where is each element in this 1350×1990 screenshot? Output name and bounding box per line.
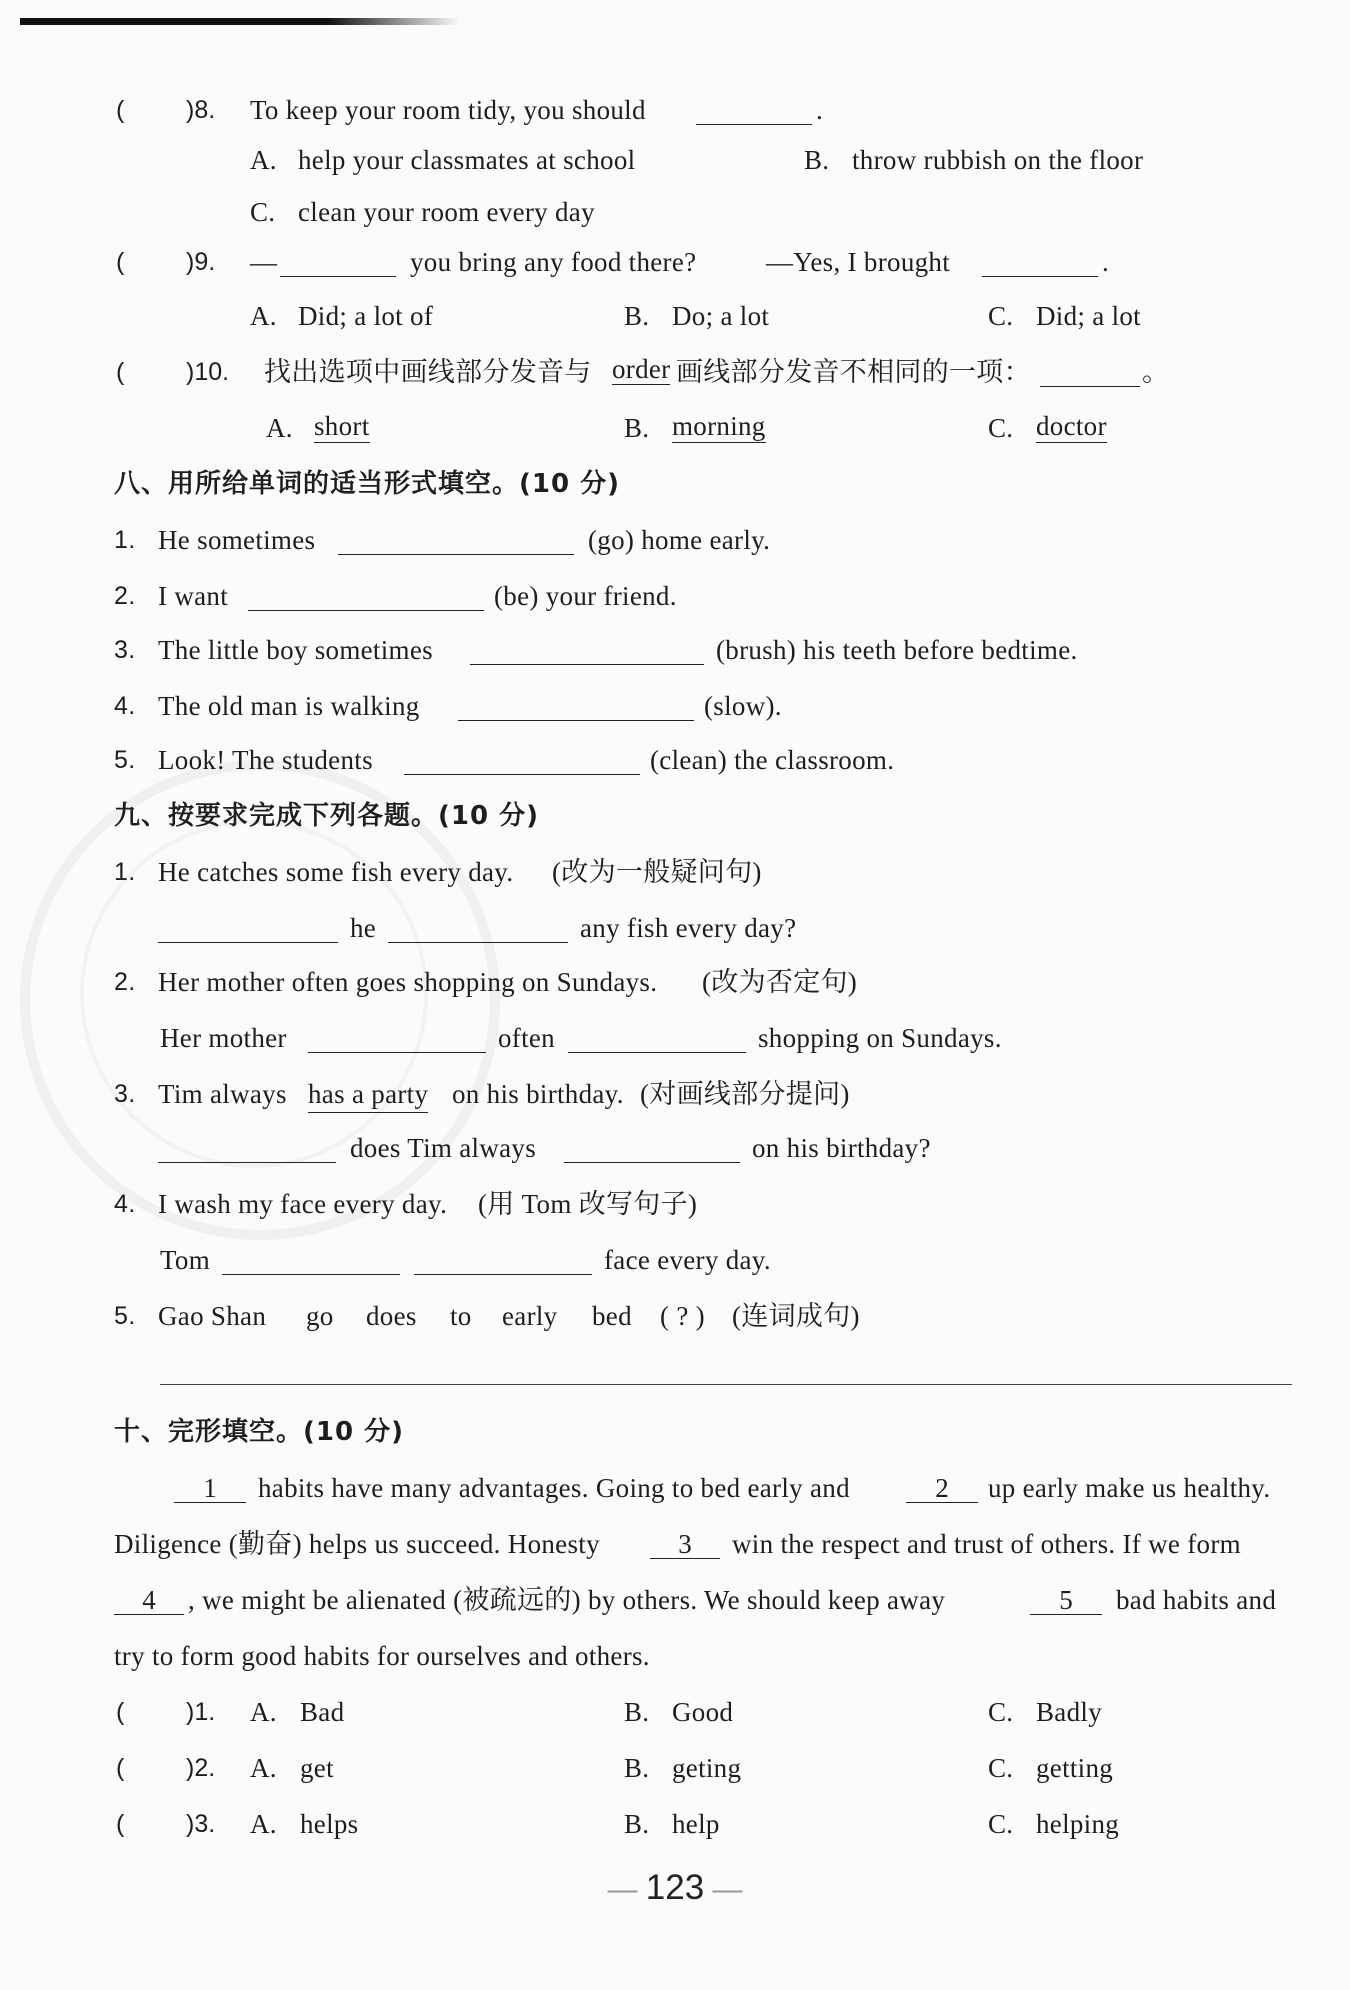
question-10 — [0, 346, 1350, 402]
answer-paren-open: ( — [116, 358, 125, 386]
scrambled-word: ( ? ) — [660, 1301, 705, 1331]
passage-text: up early make us healthy. — [988, 1473, 1271, 1503]
options-row — [0, 402, 1350, 458]
item-text-end: (brush) his teeth before bedtime. — [716, 635, 1078, 665]
section-8-header — [0, 458, 1350, 514]
task-5 — [0, 1290, 1350, 1346]
option-a: short — [314, 411, 370, 441]
task-requirement: (连词成句) — [732, 1301, 860, 1331]
item-number: 5. — [114, 746, 136, 774]
option-c: Badly — [1036, 1697, 1102, 1727]
section-9-header — [0, 790, 1350, 846]
passage-line — [0, 1630, 1350, 1686]
answer-blank[interactable] — [158, 912, 338, 943]
answer-blank[interactable] — [470, 634, 704, 665]
answer-blank[interactable] — [1040, 356, 1140, 387]
answer-paren-open: ( — [116, 96, 125, 124]
task-3-answer — [0, 1122, 1350, 1178]
option-letter-c: C. — [988, 1753, 1014, 1783]
option-b: Good — [672, 1697, 734, 1727]
scrambled-word: go — [306, 1301, 334, 1331]
option-letter-b: B. — [624, 1753, 650, 1783]
section-title: 九、按要求完成下列各题。(10 分) — [114, 801, 539, 831]
task-sentence-end: on his birthday. — [452, 1079, 624, 1109]
page-number-dash-left: — — [607, 1873, 646, 1906]
task-1 — [0, 846, 1350, 902]
item-text-end: (go) home early. — [588, 525, 771, 555]
item-text-end: (slow). — [704, 691, 782, 721]
page-number-value: 123 — [645, 1868, 705, 1907]
answer-blank[interactable] — [564, 1132, 740, 1163]
task-3 — [0, 1068, 1350, 1124]
passage-text: win the respect and trust of others. If we form — [732, 1529, 1241, 1559]
answer-blank[interactable] — [280, 246, 396, 277]
task-4 — [0, 1178, 1350, 1234]
option-letter-a: A. — [250, 1809, 277, 1839]
question-stem: To keep your room tidy, you should — [250, 95, 646, 125]
answer-word: often — [498, 1023, 555, 1053]
period: 。 — [1142, 357, 1170, 387]
option-b: throw rubbish on the floor — [852, 145, 1144, 175]
item-text: He sometimes — [158, 525, 316, 555]
answer-paren-open: ( — [116, 1810, 125, 1838]
option-letter-a: A. — [250, 1753, 277, 1783]
item-text: The little boy sometimes — [158, 635, 433, 665]
option-letter-a: A. — [266, 413, 293, 443]
page-number — [0, 1868, 1350, 1908]
item-number: 2. — [114, 968, 136, 996]
option-letter-b: B. — [624, 1697, 650, 1727]
fill-item — [0, 570, 1350, 626]
option-letter-a: A. — [250, 145, 277, 175]
passage-text: habits have many advantages. Going to bed early and — [258, 1473, 850, 1503]
question-stem-end: 画线部分发音不相同的一项： — [676, 357, 1031, 387]
option-letter-c: C. — [988, 301, 1014, 331]
question-number: )10. — [186, 358, 230, 386]
section-title: 八、用所给单词的适当形式填空。(10 分) — [114, 469, 620, 499]
cloze-blank-2[interactable]: 2 — [906, 1470, 978, 1503]
task-1-answer — [0, 902, 1350, 958]
option-c: getting — [1036, 1753, 1114, 1783]
fill-item — [0, 514, 1350, 570]
task-4-answer — [0, 1234, 1350, 1290]
question-number: )2. — [186, 1754, 216, 1782]
item-text: I want — [158, 581, 229, 611]
task-sentence: Tim always — [158, 1079, 287, 1109]
answer-blank[interactable] — [388, 912, 568, 943]
scrambled-word: does — [366, 1301, 417, 1331]
underlined-word: order — [612, 354, 671, 384]
task-sentence: Her mother often goes shopping on Sundays. — [158, 967, 658, 997]
cloze-option-row — [0, 1742, 1350, 1798]
question-stem: 找出选项中画线部分发音与 — [264, 357, 592, 387]
question-number: )3. — [186, 1810, 216, 1838]
option-c: Did; a lot — [1036, 301, 1141, 331]
option-letter-c: C. — [988, 413, 1014, 443]
question-number: )1. — [186, 1698, 216, 1726]
top-rule — [20, 18, 460, 25]
answer-blank[interactable] — [982, 246, 1098, 277]
answer-word: he — [350, 913, 377, 943]
item-text: Look! The students — [158, 745, 373, 775]
question-8 — [0, 84, 1350, 140]
question-stem: you bring any food there? — [410, 247, 697, 277]
page-number-dash-right: — — [704, 1873, 743, 1906]
answer-text: on his birthday? — [752, 1133, 931, 1163]
option-b: morning — [672, 411, 766, 441]
fill-item — [0, 734, 1350, 790]
answer-blank[interactable] — [404, 744, 640, 775]
question-9 — [0, 236, 1350, 292]
cloze-option-row — [0, 1798, 1350, 1854]
option-c: doctor — [1036, 411, 1107, 441]
answer-paren-open: ( — [116, 1754, 125, 1782]
item-number: 4. — [114, 1190, 136, 1218]
option-c: clean your room every day — [298, 197, 595, 227]
option-b: Do; a lot — [672, 301, 770, 331]
answer-blank[interactable] — [248, 580, 484, 611]
task-2-answer — [0, 1012, 1350, 1068]
passage-text: , we might be alienated (被疏远的) by others. We should keep away — [188, 1585, 946, 1615]
item-number: 1. — [114, 858, 136, 886]
option-a: Did; a lot of — [298, 301, 434, 331]
options-row — [0, 186, 1350, 242]
passage-line — [0, 1574, 1350, 1630]
scrambled-word: bed — [592, 1301, 632, 1331]
answer-text: face every day. — [604, 1245, 771, 1275]
passage-text: bad habits and — [1116, 1585, 1277, 1615]
task-2 — [0, 956, 1350, 1012]
section-10-header — [0, 1406, 1350, 1462]
scrambled-word: Gao Shan — [158, 1301, 267, 1331]
item-number: 4. — [114, 692, 136, 720]
answer-text: Tom — [160, 1245, 211, 1275]
fill-item — [0, 624, 1350, 680]
cloze-blank-1[interactable]: 1 — [174, 1470, 246, 1503]
item-number: 1. — [114, 526, 136, 554]
task-sentence: He catches some fish every day. — [158, 857, 514, 887]
passage-line — [0, 1518, 1350, 1574]
answer-blank[interactable] — [222, 1244, 400, 1275]
answer-blank[interactable] — [458, 690, 694, 721]
answer-blank[interactable] — [568, 1022, 746, 1053]
answer-blank[interactable] — [158, 1132, 336, 1163]
option-b: help — [672, 1809, 720, 1839]
period: . — [816, 95, 824, 125]
question-number: )9. — [186, 248, 216, 276]
cloze-blank-4[interactable]: 4 — [114, 1582, 184, 1615]
passage-text: try to form good habits for ourselves and others. — [114, 1641, 650, 1671]
section-title: 十、完形填空。(10 分) — [114, 1417, 404, 1447]
answer-line[interactable] — [160, 1384, 1292, 1385]
task-sentence: I wash my face every day. — [158, 1189, 448, 1219]
option-letter-a: A. — [250, 1697, 277, 1727]
passage-text: Diligence (勤奋) helps us succeed. Honesty — [114, 1529, 600, 1559]
question-number: )8. — [186, 96, 216, 124]
item-text-end: (clean) the classroom. — [650, 745, 895, 775]
cloze-option-row — [0, 1686, 1350, 1742]
fill-item — [0, 680, 1350, 736]
task-requirement: (用 Tom 改写句子) — [478, 1189, 698, 1219]
scrambled-word: early — [502, 1301, 558, 1331]
cloze-blank-5[interactable]: 5 — [1030, 1582, 1102, 1615]
option-letter-c: C. — [988, 1809, 1014, 1839]
passage-line — [0, 1462, 1350, 1518]
item-number: 2. — [114, 582, 136, 610]
option-c: helping — [1036, 1809, 1120, 1839]
option-letter-b: B. — [804, 145, 830, 175]
dash: — — [250, 247, 278, 277]
answer-blank[interactable] — [308, 1022, 486, 1053]
cloze-blank-3[interactable]: 3 — [650, 1526, 720, 1559]
option-letter-b: B. — [624, 301, 650, 331]
option-a: help your classmates at school — [298, 145, 636, 175]
option-letter-b: B. — [624, 1809, 650, 1839]
item-text: The old man is walking — [158, 691, 420, 721]
item-number: 5. — [114, 1302, 136, 1330]
option-letter-b: B. — [624, 413, 650, 443]
answer-text: Her mother — [160, 1023, 287, 1053]
task-requirement: (改为否定句) — [702, 967, 858, 997]
period: . — [1102, 247, 1110, 277]
item-number: 3. — [114, 1080, 136, 1108]
option-letter-a: A. — [250, 301, 277, 331]
answer-blank[interactable] — [414, 1244, 592, 1275]
answer-text: shopping on Sundays. — [758, 1023, 1002, 1053]
task-requirement: (改为一般疑问句) — [552, 857, 762, 887]
answer-text: any fish every day? — [580, 913, 797, 943]
reply-text: —Yes, I brought — [766, 247, 951, 277]
option-a: get — [300, 1753, 334, 1783]
option-b: geting — [672, 1753, 742, 1783]
scrambled-word: to — [450, 1301, 472, 1331]
options-row — [0, 134, 1350, 190]
option-letter-c: C. — [250, 197, 276, 227]
task-requirement: (对画线部分提问) — [640, 1079, 850, 1109]
answer-paren-open: ( — [116, 1698, 125, 1726]
underlined-phrase: has a party — [308, 1076, 428, 1113]
option-a: helps — [300, 1809, 359, 1839]
answer-blank[interactable] — [338, 524, 574, 555]
answer-paren-open: ( — [116, 248, 125, 276]
option-letter-c: C. — [988, 1697, 1014, 1727]
item-number: 3. — [114, 636, 136, 664]
item-text-end: (be) your friend. — [494, 581, 677, 611]
options-row — [0, 290, 1350, 346]
option-a: Bad — [300, 1697, 345, 1727]
answer-text: does Tim always — [350, 1133, 537, 1163]
answer-blank[interactable] — [696, 94, 812, 125]
